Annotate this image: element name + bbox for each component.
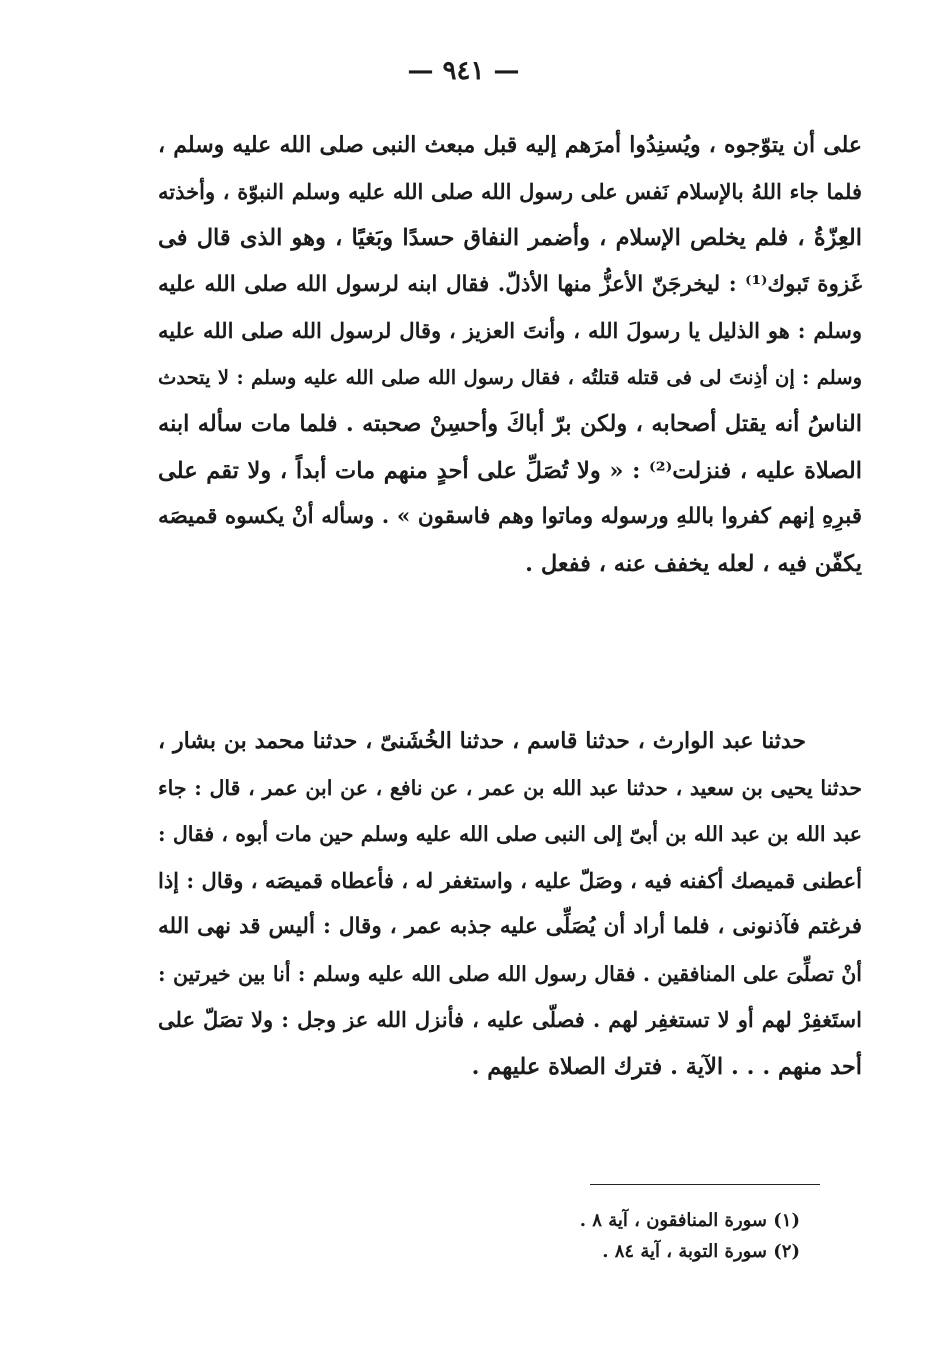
text-line: أنْ تصلِّىَ على المنافقين . فقال رسول الله صلى الله عليه وسلم : أنا بين خيرتين :	[158, 961, 862, 986]
paragraph-2	[158, 718, 862, 1090]
footnote-divider	[590, 1184, 820, 1185]
text-line: الناسُ أنه يقتل أصحابه ، ولكن برّ أباكَ وأحسِنْ صحبته . فلما مات سأله ابنه	[158, 411, 862, 437]
text-line: أعطنى قميصك أكفنه فيه ، وصَلّ عليه ، واستغفر له ، فأعطاه قميصَه ، وقال : إذا	[158, 867, 862, 893]
text-line: على أن يتوّجوه ، ويُسنِدُوا أمرَهم إليه قبل مبعث النبى صلى الله عليه وسلم ،	[158, 132, 862, 158]
text-line: غَزوة تَبوك⁽¹⁾ : ليخرجَنّ الأعزُّ منها الأذلّ. فقال ابنه لرسول الله صلى الله عليه	[158, 271, 862, 297]
text-line: استَغفِرْ لهم أو لا تستغفِر لهم . فصلّى عليه ، فأنزل الله عز وجل : ولا تصَلّ على	[158, 1007, 862, 1032]
footnote-2: (٢) سورة التوبة ، آية ٨٤ .	[602, 1241, 800, 1262]
text-line: حدثنا عبد الوارث ، حدثنا قاسم ، حدثنا الخُشَنىّ ، حدثنا محمد بن بشار ،	[158, 728, 806, 754]
page-number: — ٩٤١ —	[407, 56, 520, 86]
text-line: قبرِهِ إنهم كفروا باللهِ ورسوله وماتوا وهم فاسقون » . وسأله أنْ يكسوه قميصَه	[158, 504, 862, 529]
text-line: وسلم : هو الذليل يا رسولَ الله ، وأنتَ العزيز ، وقال لرسول الله صلى الله عليه	[158, 318, 862, 343]
text-line: فلما جاء اللهُ بالإسلام نَفس على رسول الله صلى الله عليه وسلم النبوّة ، وأخذته	[158, 178, 862, 204]
text-line: أحد منهم . . . الآية . فترك الصلاة عليهم .	[471, 1053, 862, 1080]
text-line: وسلم : إن أذِنتَ لى فى قتله قتلتُه ، فقال رسول الله صلى الله عليه وسلم : لا يتحدث	[158, 365, 862, 389]
text-line: عبد الله بن عبد الله بن أبىّ إلى النبى صلى الله عليه وسلم حين مات أبوه ، فقال :	[158, 822, 862, 846]
footnote-1: (١) سورة المنافقون ، آية ٨ .	[579, 1210, 800, 1231]
text-line: العِزّةُ ، فلم يخلص الإسلام ، وأضمر النفاق حسدًا وبَغيًا ، وهو الذى قال فى	[158, 225, 862, 251]
paragraph-1	[158, 122, 862, 587]
footnotes	[400, 1205, 800, 1267]
text-line: فرغتم فآذنونى ، فلما أراد أن يُصَلِّى عليه جذبه عمر ، وقال : أليس قد نهى الله	[158, 914, 862, 939]
text-line: حدثنا يحيى بن سعيد ، حدثنا عبد الله بن عمر ، عن نافع ، عن ابن عمر ، قال : جاء	[158, 775, 862, 800]
text-line: الصلاة عليه ، فنزلت⁽²⁾ : « ولا تُصَلِّ على أحدٍ منهم مات أبداً ، ولا تقم على	[158, 457, 862, 484]
text-line: يكفّن فيه ، لعله يخفف عنه ، ففعل .	[525, 550, 862, 577]
